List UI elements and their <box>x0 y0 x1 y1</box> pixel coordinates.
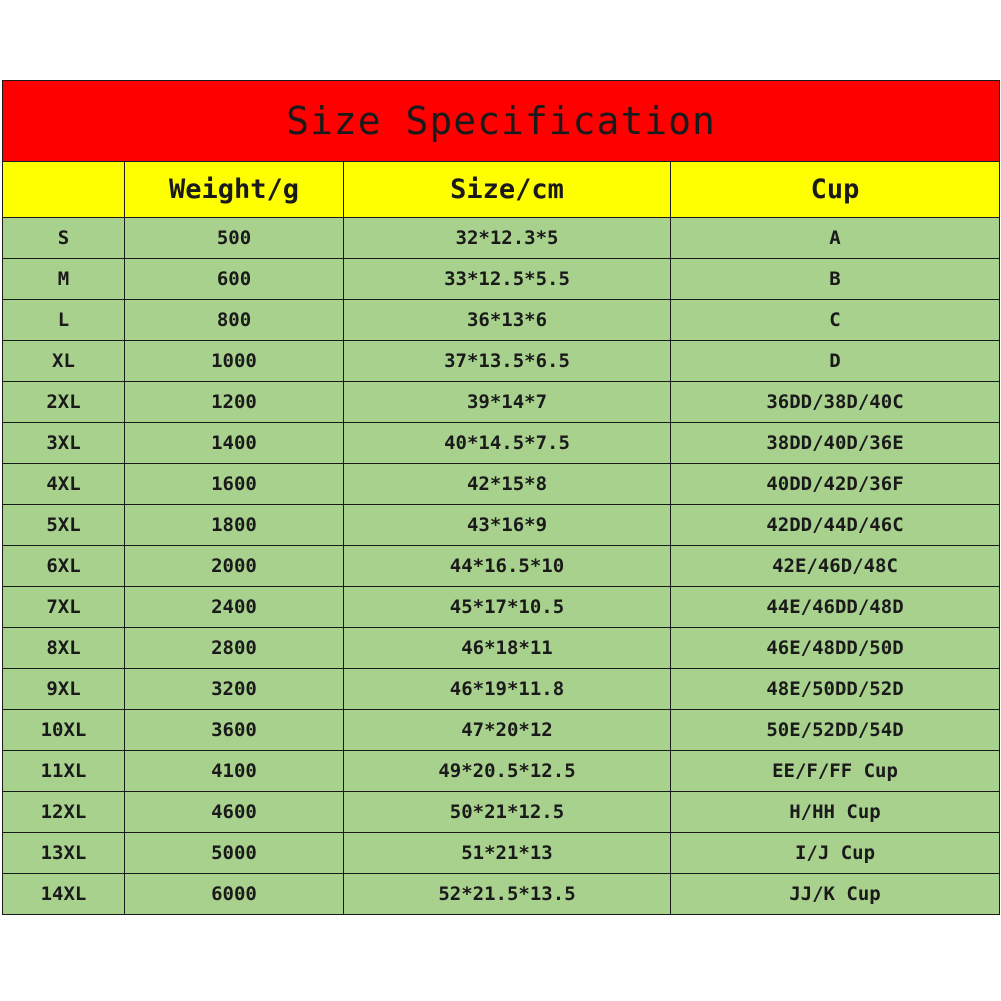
weight-cell: 1400 <box>125 423 344 464</box>
size-cell: 10XL <box>3 710 125 751</box>
weight-cell: 5000 <box>125 833 344 874</box>
dimensions-cell: 45*17*10.5 <box>344 587 671 628</box>
table-row <box>3 546 1000 587</box>
size-cell: 11XL <box>3 751 125 792</box>
size-cell: M <box>3 259 125 300</box>
size-cell: 14XL <box>3 874 125 915</box>
table-row <box>3 259 1000 300</box>
weight-cell: 1800 <box>125 505 344 546</box>
size-cell: XL <box>3 341 125 382</box>
weight-cell: 4100 <box>125 751 344 792</box>
table-row <box>3 464 1000 505</box>
dimensions-cell: 40*14.5*7.5 <box>344 423 671 464</box>
dimensions-cell: 42*15*8 <box>344 464 671 505</box>
dimensions-cell: 50*21*12.5 <box>344 792 671 833</box>
dimensions-cell: 47*20*12 <box>344 710 671 751</box>
weight-cell: 2000 <box>125 546 344 587</box>
weight-cell: 500 <box>125 218 344 259</box>
title-row <box>3 81 1000 162</box>
cup-cell: C <box>671 300 1000 341</box>
dimensions-cell: 39*14*7 <box>344 382 671 423</box>
cup-cell: EE/F/FF Cup <box>671 751 1000 792</box>
table-row <box>3 382 1000 423</box>
weight-cell: 600 <box>125 259 344 300</box>
weight-cell: 1600 <box>125 464 344 505</box>
table-row <box>3 423 1000 464</box>
cup-cell: 50E/52DD/54D <box>671 710 1000 751</box>
weight-cell: 4600 <box>125 792 344 833</box>
dimensions-cell: 46*19*11.8 <box>344 669 671 710</box>
size-cell: 6XL <box>3 546 125 587</box>
table-row <box>3 300 1000 341</box>
dimensions-cell: 36*13*6 <box>344 300 671 341</box>
cup-cell: 42E/46D/48C <box>671 546 1000 587</box>
cup-cell: 36DD/38D/40C <box>671 382 1000 423</box>
cup-cell: B <box>671 259 1000 300</box>
cup-cell: 46E/48DD/50D <box>671 628 1000 669</box>
size-cell: 7XL <box>3 587 125 628</box>
column-header-weight: Weight/g <box>125 162 344 218</box>
table-row <box>3 628 1000 669</box>
table-row <box>3 587 1000 628</box>
weight-cell: 3600 <box>125 710 344 751</box>
weight-cell: 1200 <box>125 382 344 423</box>
cup-cell: H/HH Cup <box>671 792 1000 833</box>
weight-cell: 3200 <box>125 669 344 710</box>
size-cell: 9XL <box>3 669 125 710</box>
cup-cell: D <box>671 341 1000 382</box>
table-row <box>3 669 1000 710</box>
table-row <box>3 874 1000 915</box>
size-specification-table <box>2 80 1000 915</box>
dimensions-cell: 44*16.5*10 <box>344 546 671 587</box>
size-cell: 13XL <box>3 833 125 874</box>
table-row <box>3 710 1000 751</box>
dimensions-cell: 46*18*11 <box>344 628 671 669</box>
dimensions-cell: 37*13.5*6.5 <box>344 341 671 382</box>
size-cell: 5XL <box>3 505 125 546</box>
table-row <box>3 341 1000 382</box>
weight-cell: 1000 <box>125 341 344 382</box>
cup-cell: 48E/50DD/52D <box>671 669 1000 710</box>
cup-cell: A <box>671 218 1000 259</box>
size-cell: S <box>3 218 125 259</box>
table-row <box>3 751 1000 792</box>
table-row <box>3 505 1000 546</box>
table-row <box>3 792 1000 833</box>
size-cell: 2XL <box>3 382 125 423</box>
dimensions-cell: 51*21*13 <box>344 833 671 874</box>
table-title: Size Specification <box>3 81 1000 162</box>
column-header-size <box>3 162 125 218</box>
size-cell: 3XL <box>3 423 125 464</box>
column-header-dimensions: Size/cm <box>344 162 671 218</box>
cup-cell: JJ/K Cup <box>671 874 1000 915</box>
table-row <box>3 833 1000 874</box>
dimensions-cell: 32*12.3*5 <box>344 218 671 259</box>
table-row <box>3 218 1000 259</box>
header-row <box>3 162 1000 218</box>
column-header-cup: Cup <box>671 162 1000 218</box>
size-cell: 4XL <box>3 464 125 505</box>
dimensions-cell: 49*20.5*12.5 <box>344 751 671 792</box>
size-cell: 12XL <box>3 792 125 833</box>
size-cell: L <box>3 300 125 341</box>
dimensions-cell: 52*21.5*13.5 <box>344 874 671 915</box>
weight-cell: 2800 <box>125 628 344 669</box>
table-body <box>3 218 1000 915</box>
cup-cell: 44E/46DD/48D <box>671 587 1000 628</box>
dimensions-cell: 43*16*9 <box>344 505 671 546</box>
size-cell: 8XL <box>3 628 125 669</box>
weight-cell: 6000 <box>125 874 344 915</box>
dimensions-cell: 33*12.5*5.5 <box>344 259 671 300</box>
cup-cell: 38DD/40D/36E <box>671 423 1000 464</box>
weight-cell: 800 <box>125 300 344 341</box>
weight-cell: 2400 <box>125 587 344 628</box>
cup-cell: 42DD/44D/46C <box>671 505 1000 546</box>
cup-cell: I/J Cup <box>671 833 1000 874</box>
cup-cell: 40DD/42D/36F <box>671 464 1000 505</box>
